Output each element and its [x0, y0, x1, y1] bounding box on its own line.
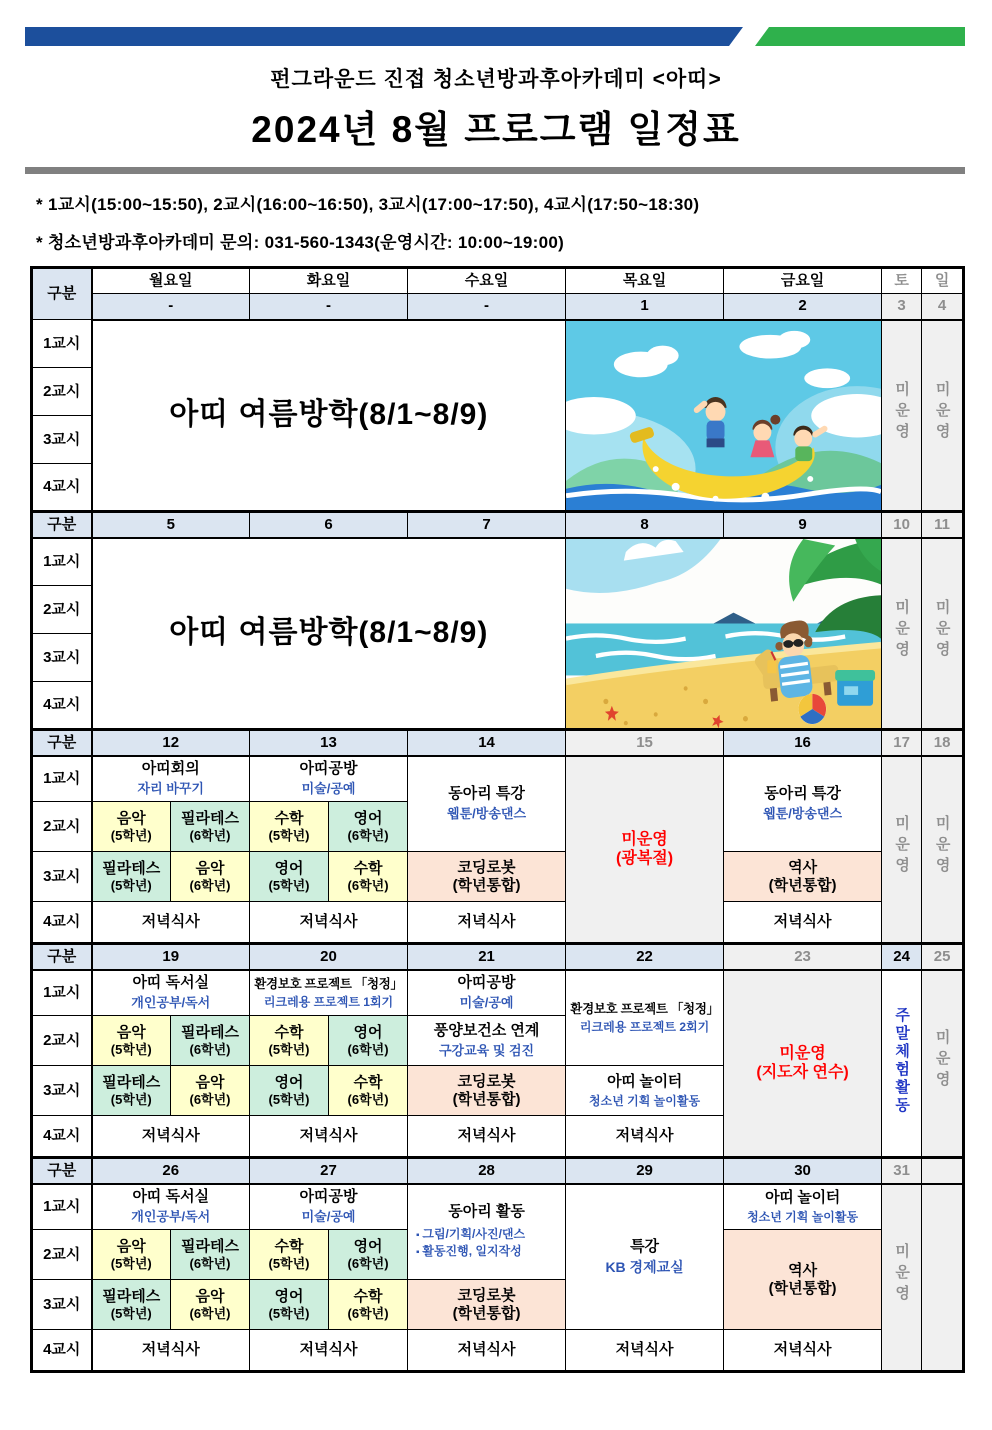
closed-cell-sun: 미운영: [922, 756, 964, 944]
program-cell: 아띠공방 미술/공예: [250, 1184, 408, 1230]
empty-cell-sun: [922, 1184, 964, 1372]
beach-illustration: [566, 539, 881, 729]
summer-vacation-illustration-2: [566, 538, 882, 730]
dinner-cell: 저녁식사: [724, 902, 882, 944]
subject-cell: 영어 (5학년): [250, 852, 329, 902]
period-label: 2교시: [32, 1016, 92, 1066]
banana-boat-illustration: [566, 321, 881, 511]
closed-cell-sat: 미운영: [882, 1184, 922, 1372]
corner-label: 구분: [32, 268, 92, 320]
subject-cell: 음악 (5학년): [92, 802, 171, 852]
program-cell: 역사 (학년통합): [724, 852, 882, 902]
period-label: 1교시: [32, 970, 92, 1016]
period-label: 4교시: [32, 1116, 92, 1158]
program-cell: 코딩로봇 (학년통합): [408, 1066, 566, 1116]
dinner-cell: 저녁식사: [92, 1330, 250, 1372]
subject-cell: 필라테스 (6학년): [171, 1230, 250, 1280]
dinner-cell: 저녁식사: [566, 1116, 724, 1158]
dinner-cell: 저녁식사: [250, 1330, 408, 1372]
banner-blue-bar: [25, 27, 743, 46]
program-cell: 아띠회의 자리 바꾸기: [92, 756, 250, 802]
dinner-cell: 저녁식사: [250, 1116, 408, 1158]
date-cell: 8: [566, 512, 724, 538]
date-cell: 1: [566, 294, 724, 320]
schedule-table: [30, 266, 965, 1373]
vacation-cell: 아띠 여름방학(8/1~8/9): [92, 320, 566, 512]
date-cell: 6: [250, 512, 408, 538]
program-cell: 아띠 독서실 개인공부/독서: [92, 1184, 250, 1230]
corner-label: 구분: [32, 944, 92, 970]
date-cell: 26: [92, 1158, 250, 1184]
period-label: 3교시: [32, 416, 92, 464]
date-cell: 12: [92, 730, 250, 756]
corner-label: 구분: [32, 1158, 92, 1184]
subject-cell: 수학 (6학년): [329, 852, 408, 902]
dinner-cell: 저녁식사: [408, 1330, 566, 1372]
corner-label: 구분: [32, 730, 92, 756]
period-label: 2교시: [32, 368, 92, 416]
program-cell: 동아리 특강 웹툰/방송댄스: [724, 756, 882, 852]
date-cell-holiday: 15: [566, 730, 724, 756]
closed-cell-sun: 미운영: [922, 538, 964, 730]
date-cell-sat: 24: [882, 944, 922, 970]
date-cell: 27: [250, 1158, 408, 1184]
period-label: 4교시: [32, 464, 92, 512]
corner-label: 구분: [32, 512, 92, 538]
closed-cell-sat: 미운영: [882, 538, 922, 730]
day-header-sat: 토: [882, 268, 922, 294]
program-cell: 아띠공방 미술/공예: [408, 970, 566, 1016]
date-cell-sat: 3: [882, 294, 922, 320]
closed-training-cell: 미운영 (지도자 연수): [724, 970, 882, 1158]
note-period-times: * 1교시(15:00~15:50), 2교시(16:00~16:50), 3교시(17:00~17:50), 4교시(17:50~18:30): [36, 195, 700, 214]
subject-cell: 수학 (6학년): [329, 1280, 408, 1330]
date-cell-sat: 31: [882, 1158, 922, 1184]
period-label: 1교시: [32, 1184, 92, 1230]
period-label: 4교시: [32, 902, 92, 944]
date-cell: 20: [250, 944, 408, 970]
top-banner: [25, 27, 965, 46]
holiday-closed-cell: 미운영 (광복절): [566, 756, 724, 944]
page-title: 2024년 8월 프로그램 일정표: [251, 109, 741, 150]
dinner-cell: 저녁식사: [724, 1330, 882, 1372]
closed-cell-sun: 미운영: [922, 970, 964, 1158]
page-subtitle: 펀그라운드 진접 청소년방과후아카데미 <아띠>: [270, 68, 722, 91]
program-cell: 역사 (학년통합): [724, 1230, 882, 1330]
subject-cell: 음악 (5학년): [92, 1230, 171, 1280]
day-header-fri: 금요일: [724, 268, 882, 294]
date-cell: -: [250, 294, 408, 320]
date-cell-closed: 23: [724, 944, 882, 970]
subject-cell: 영어 (5학년): [250, 1066, 329, 1116]
date-cell-sun: 25: [922, 944, 964, 970]
dinner-cell: 저녁식사: [250, 902, 408, 944]
date-cell-sat: 10: [882, 512, 922, 538]
period-label: 3교시: [32, 634, 92, 682]
period-label: 3교시: [32, 1066, 92, 1116]
date-cell-sat: 17: [882, 730, 922, 756]
notes: [36, 190, 992, 253]
subject-cell: 수학 (5학년): [250, 802, 329, 852]
subject-cell: 필라테스 (6학년): [171, 802, 250, 852]
period-label: 4교시: [32, 1330, 92, 1372]
subject-cell: 음악 (6학년): [171, 852, 250, 902]
period-label: 3교시: [32, 852, 92, 902]
closed-cell-sun: 미운영: [922, 320, 964, 512]
date-cell-sun: 4: [922, 294, 964, 320]
date-cell: 21: [408, 944, 566, 970]
subject-cell: 음악 (6학년): [171, 1066, 250, 1116]
dinner-cell: 저녁식사: [408, 902, 566, 944]
dinner-cell: 저녁식사: [566, 1330, 724, 1372]
weekend-activity-cell: 주말체험활동: [882, 970, 922, 1158]
period-label: 2교시: [32, 586, 92, 634]
date-cell: 16: [724, 730, 882, 756]
date-cell-sun: 11: [922, 512, 964, 538]
closed-cell-sat: 미운영: [882, 320, 922, 512]
date-cell: 2: [724, 294, 882, 320]
program-cell: 환경보호 프로젝트 「청정」 리크레용 프로젝트 1회기: [250, 970, 408, 1016]
subject-cell: 필라테스 (5학년): [92, 1066, 171, 1116]
day-header-wed: 수요일: [408, 268, 566, 294]
schedule-page: [0, 27, 992, 1430]
summer-vacation-illustration-1: [566, 320, 882, 512]
subject-cell: 필라테스 (6학년): [171, 1016, 250, 1066]
note-contact: * 청소년방과후아카데미 문의: 031-560-1343(운영시간: 10:00~19:00): [36, 233, 565, 252]
period-label: 1교시: [32, 538, 92, 586]
period-label: 2교시: [32, 1230, 92, 1280]
title-divider: [25, 167, 965, 174]
dinner-cell: 저녁식사: [92, 1116, 250, 1158]
period-label: 1교시: [32, 756, 92, 802]
program-cell: 아띠 놀이터 청소년 기획 놀이활동: [724, 1184, 882, 1230]
day-header-mon: 월요일: [92, 268, 250, 294]
subject-cell: 음악 (5학년): [92, 1016, 171, 1066]
closed-cell-sat: 미운영: [882, 756, 922, 944]
date-cell: -: [408, 294, 566, 320]
subject-cell: 수학 (5학년): [250, 1016, 329, 1066]
date-cell: 14: [408, 730, 566, 756]
period-label: 1교시: [32, 320, 92, 368]
program-cell: 환경보호 프로젝트 「청정」 리크레용 프로젝트 2회기: [566, 970, 724, 1066]
date-cell: 30: [724, 1158, 882, 1184]
date-cell: 9: [724, 512, 882, 538]
date-cell: 13: [250, 730, 408, 756]
date-cell-sun: 18: [922, 730, 964, 756]
date-cell: 19: [92, 944, 250, 970]
date-cell: -: [92, 294, 250, 320]
program-cell: 코딩로봇 (학년통합): [408, 1280, 566, 1330]
program-cell: 특강 KB 경제교실: [566, 1184, 724, 1330]
period-label: 4교시: [32, 682, 92, 730]
program-cell: 코딩로봇 (학년통합): [408, 852, 566, 902]
period-label: 3교시: [32, 1280, 92, 1330]
date-cell: 29: [566, 1158, 724, 1184]
day-header-tue: 화요일: [250, 268, 408, 294]
subject-cell: 음악 (6학년): [171, 1280, 250, 1330]
subject-cell: 영어 (6학년): [329, 1016, 408, 1066]
banner-green-bar: [755, 27, 965, 46]
subject-cell: 필라테스 (5학년): [92, 1280, 171, 1330]
day-header-thu: 목요일: [566, 268, 724, 294]
subject-cell: 수학 (5학년): [250, 1230, 329, 1280]
dinner-cell: 저녁식사: [92, 902, 250, 944]
subject-cell: 필라테스 (5학년): [92, 852, 171, 902]
program-cell: 풍양보건소 연계 구강교육 및 검진: [408, 1016, 566, 1066]
program-cell: 동아리 특강 웹툰/방송댄스: [408, 756, 566, 852]
day-header-sun: 일: [922, 268, 964, 294]
program-cell: 아띠 독서실 개인공부/독서: [92, 970, 250, 1016]
vacation-cell: 아띠 여름방학(8/1~8/9): [92, 538, 566, 730]
program-cell: 아띠 놀이터 청소년 기획 놀이활동: [566, 1066, 724, 1116]
subject-cell: 영어 (6학년): [329, 802, 408, 852]
date-cell-sun: [922, 1158, 964, 1184]
subject-cell: 수학 (6학년): [329, 1066, 408, 1116]
program-cell: 아띠공방 미술/공예: [250, 756, 408, 802]
date-cell: 5: [92, 512, 250, 538]
program-cell: 동아리 활동 ▪ 그림/기획/사진/댄스 ▪ 활동진행, 일지작성: [408, 1184, 566, 1280]
period-label: 2교시: [32, 802, 92, 852]
date-cell: 7: [408, 512, 566, 538]
subject-cell: 영어 (6학년): [329, 1230, 408, 1280]
date-cell: 28: [408, 1158, 566, 1184]
date-cell: 22: [566, 944, 724, 970]
subject-cell: 영어 (5학년): [250, 1280, 329, 1330]
dinner-cell: 저녁식사: [408, 1116, 566, 1158]
